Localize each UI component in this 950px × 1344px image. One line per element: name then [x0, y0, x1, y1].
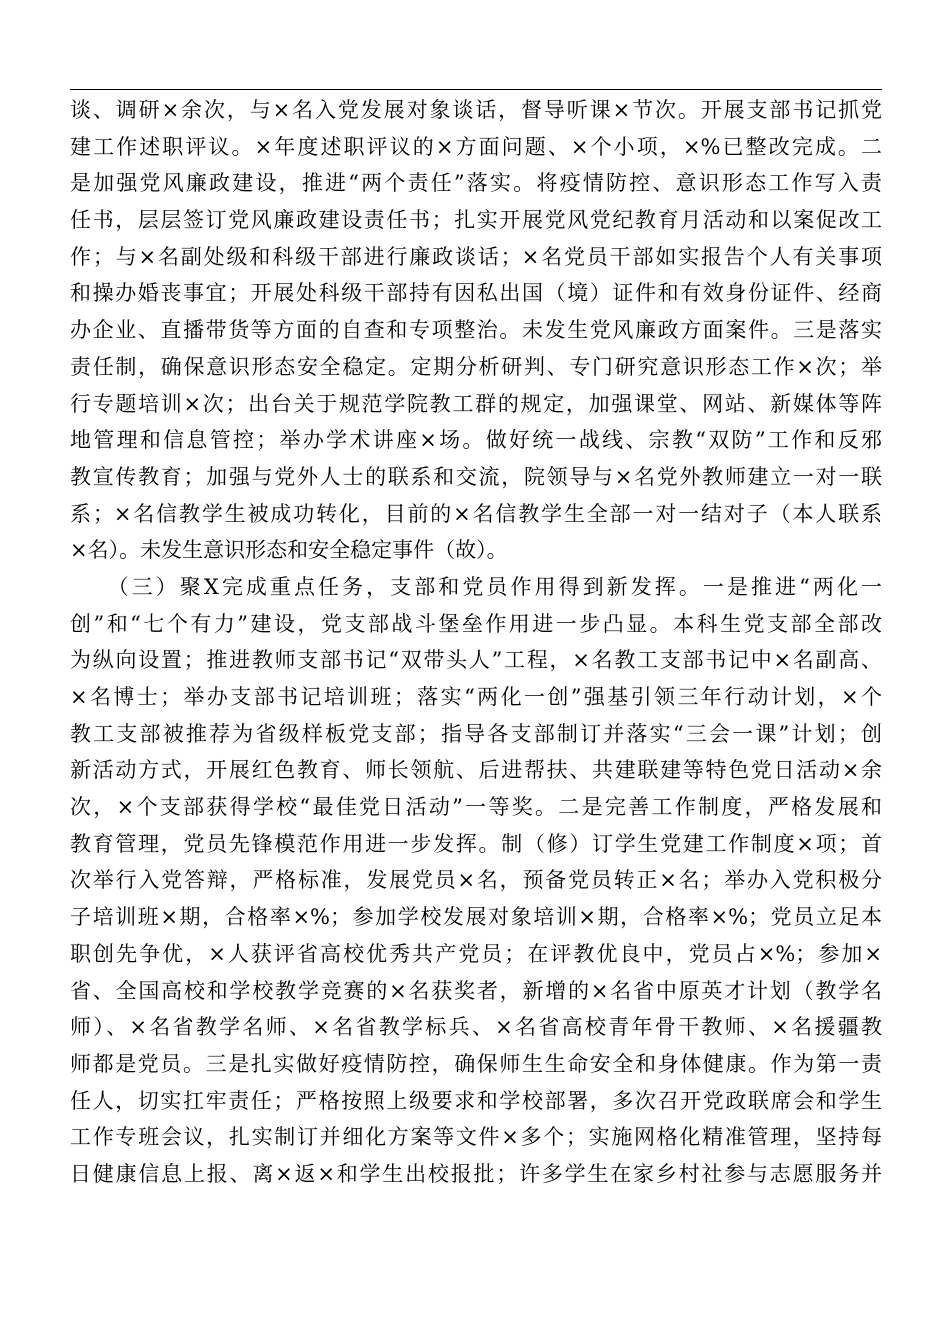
text-line: 日健康信息上报、离×返×和学生出校报批；许多学生在家乡村社参与志愿服务并 [70, 1161, 882, 1186]
text-line: ×名博士；举办支部书记培训班；落实“两化一创”强基引领三年行动计划，×个 [70, 685, 882, 709]
text-line: 和操办婚丧事宜；开展处科级干部持有因私出国（境）证件和有效身份证件、经商 [70, 281, 882, 306]
text-line: 系；×名信教学生被成功转化，目前的×名信教学生全部一对一结对子（本人联系 [70, 501, 882, 526]
text-line: （三）聚X完成重点任务，支部和党员作用得到新发挥。一是推进“两化一 [70, 574, 882, 599]
text-line: 教育管理，党员先锋模范作用进一步发挥。制（修）订学生党建工作制度×项；首 [70, 831, 882, 856]
header-rule [70, 89, 882, 90]
text-line: 办企业、直播带货等方面的自查和专项整治。未发生党风廉政方面案件。三是落实 [70, 318, 882, 343]
body-text [70, 92, 882, 1193]
text-line: 师都是党员。三是扎实做好疫情防控，确保师生生命安全和身体健康。作为第一责 [70, 1051, 882, 1076]
text-line: 任人，切实扛牢责任；严格按照上级要求和学校部署，多次召开党政联席会和学生 [70, 1088, 882, 1113]
text-line: 师）、×名省教学名师、×名省教学标兵、×名省高校青年骨干教师、×名援疆教 [70, 1015, 882, 1040]
text-line: 谈、调研×余次，与×名入党发展对象谈话，督导听课×节次。开展支部书记抓党 [70, 98, 882, 122]
text-line: 地管理和信息管控；举办学术讲座×场。做好统一战线、宗教“双防”工作和反邪 [70, 428, 882, 453]
text-line: 责任制，确保意识形态安全稳定。定期分析研判、专门研究意识形态工作×次；举 [70, 354, 882, 379]
text-line: 次举行入党答辩，严格标准，发展党员×名，预备党员转正×名；举办入党积极分 [70, 868, 882, 893]
text-line: 创”和“七个有力”建设，党支部战斗堡垒作用进一步凸显。本科生党支部全部改 [70, 611, 882, 636]
text-line: 省、全国高校和学校教学竞赛的×名获奖者，新增的×名省中原英才计划（教学名 [70, 978, 882, 1003]
text-line: 新活动方式，开展红色教育、师长领航、后进帮扶、共建联建等特色党日活动×余 [70, 758, 882, 783]
text-line: 职创先争优，×人获评省高校优秀共产党员；在评教优良中，党员占×%；参加× [70, 941, 882, 966]
text-line: ×名）。未发生意识形态和安全稳定事件（故）。 [70, 538, 508, 563]
text-line: 是加强党风廉政建设，推进“两个责任”落实。将疫情防控、意识形态工作写入责 [70, 171, 882, 196]
text-line: 工作专班会议，扎实制订并细化方案等文件×多个；实施网格化精准管理，坚持每 [70, 1125, 882, 1150]
text-line: 任书，层层签订党风廉政建设责任书；扎实开展党风党纪教育月活动和以案促改工 [70, 208, 882, 233]
text-line: 次，×个支部获得学校“最佳党日活动”一等奖。二是完善工作制度，严格发展和 [70, 795, 882, 820]
text-line: 建工作述职评议。×年度述职评议的×方面问题、×个小项，×%已整改完成。二 [70, 134, 882, 159]
text-line: 为纵向设置；推进教师支部书记“双带头人”工程，×名教工支部书记中×名副高、 [70, 648, 882, 673]
text-line: 行专题培训×次；出台关于规范学院教工群的规定，加强课堂、网站、新媒体等阵 [70, 391, 882, 416]
text-line: 教宣传教育；加强与党外人士的联系和交流，院领导与×名党外教师建立一对一联 [70, 464, 882, 489]
text-line: 教工支部被推荐为省级样板党支部；指导各支部制订并落实“三会一课”计划；创 [70, 721, 882, 746]
text-line: 子培训班×期，合格率×%；参加学校发展对象培训×期，合格率×%；党员立足本 [70, 905, 882, 930]
text-line: 作；与×名副处级和科级干部进行廉政谈话；×名党员干部如实报告个人有关事项 [70, 244, 882, 269]
